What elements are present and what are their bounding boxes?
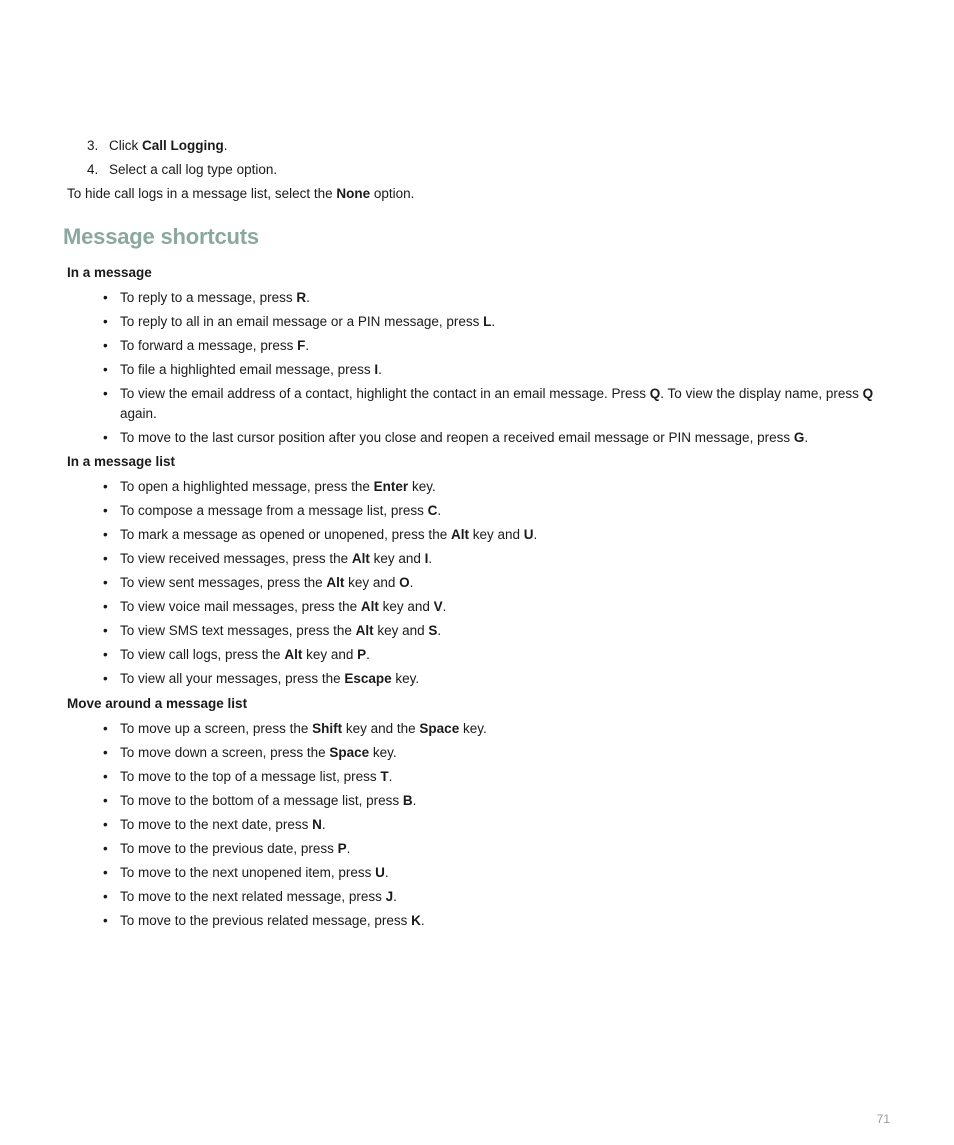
shortcut-key: I — [424, 551, 429, 566]
shortcut-key: B — [402, 793, 413, 808]
item-text: . — [491, 314, 496, 329]
item-text: key. — [459, 721, 487, 736]
list-item — [67, 384, 894, 424]
shortcut-key: P — [337, 841, 347, 856]
item-text: key and — [378, 599, 434, 614]
item-text: To move to the previous related message, press — [120, 913, 412, 928]
bullet-icon: • — [103, 338, 108, 353]
bullet-icon: • — [103, 913, 108, 928]
intro-bold-term: None — [336, 186, 371, 201]
item-text: To move to the next unopened item, press — [120, 865, 376, 880]
item-text: To move to the bottom of a message list, press — [120, 793, 403, 808]
item-text: To mark a message as opened or unopened, press the — [120, 527, 451, 542]
list-item — [67, 525, 894, 545]
bullet-icon: • — [103, 527, 108, 542]
list-item — [67, 501, 894, 521]
item-text: To reply to all in an email message or a PIN message, press — [120, 314, 484, 329]
step-bold-term: Call Logging — [142, 138, 224, 153]
section-heading: In a message — [67, 265, 152, 280]
list-item — [67, 743, 894, 763]
item-text: To file a highlighted email message, press — [120, 362, 375, 377]
list-item — [67, 839, 894, 859]
list-item — [67, 621, 894, 641]
item-text: To view all your messages, press the — [120, 671, 345, 686]
shortcut-key: Alt — [360, 599, 379, 614]
list-item — [67, 573, 894, 593]
shortcut-key: Alt — [450, 527, 469, 542]
item-text: To forward a message, press — [120, 338, 298, 353]
shortcut-list — [67, 719, 894, 931]
list-item — [67, 887, 894, 907]
item-text: key and — [369, 551, 425, 566]
item-text: To compose a message from a message list, press — [120, 503, 428, 518]
bullet-icon: • — [103, 671, 108, 686]
item-text: To move to the last cursor position after you close and reopen a received email message or PIN message, press — [120, 430, 794, 445]
bullet-icon: • — [103, 745, 108, 760]
bullet-icon: • — [103, 817, 108, 832]
item-text: key. — [391, 671, 420, 686]
item-text: To move to the next related message, press — [120, 889, 386, 904]
item-text: . — [428, 551, 433, 566]
shortcut-key: K — [411, 913, 421, 928]
shortcut-key: O — [399, 575, 410, 590]
item-text: key. — [408, 479, 436, 494]
item-text: . — [437, 623, 442, 638]
list-item — [67, 767, 894, 787]
item-text: . — [409, 575, 414, 590]
item-text: . — [442, 599, 447, 614]
step-item — [87, 161, 277, 185]
shortcut-key: Q — [862, 386, 874, 401]
list-item — [67, 669, 894, 689]
item-text: key and — [344, 575, 400, 590]
list-item — [67, 288, 894, 308]
item-text: To move to the top of a message list, press — [120, 769, 381, 784]
item-text: . — [420, 913, 425, 928]
list-item — [67, 312, 894, 332]
shortcut-key: Enter — [373, 479, 409, 494]
bullet-icon: • — [103, 647, 108, 662]
item-text: . — [378, 362, 382, 377]
item-text: . — [384, 865, 389, 880]
step-text-end: . — [223, 138, 228, 153]
shortcut-key: U — [523, 527, 534, 542]
shortcut-key: G — [793, 430, 805, 445]
item-text: To view received messages, press the — [120, 551, 352, 566]
item-text: To view SMS text messages, press the — [120, 623, 356, 638]
item-text: key. — [369, 745, 397, 760]
item-text: To view voice mail messages, press the — [120, 599, 361, 614]
item-text: key and — [302, 647, 358, 662]
item-text: . — [388, 769, 393, 784]
bullet-icon: • — [103, 769, 108, 784]
intro-text-end: option. — [370, 186, 415, 201]
item-text: . — [437, 503, 442, 518]
shortcut-key: F — [297, 338, 306, 353]
list-item — [67, 336, 894, 356]
section-heading: Move around a message list — [67, 696, 248, 711]
step-number: 3. — [87, 138, 99, 153]
section-heading: In a message list — [67, 454, 176, 469]
bullet-icon: • — [103, 362, 108, 377]
bullet-icon: • — [103, 889, 108, 904]
list-item — [67, 360, 894, 380]
section-move-around-a-message-list — [67, 695, 894, 935]
item-text: To move to the next date, press — [120, 817, 313, 832]
shortcut-key: S — [428, 623, 438, 638]
item-text: . — [305, 338, 310, 353]
step-list — [87, 137, 277, 185]
bullet-icon: • — [103, 865, 108, 880]
bullet-icon: • — [103, 793, 108, 808]
shortcut-key: P — [357, 647, 367, 662]
item-text: . — [393, 889, 397, 904]
shortcut-key: Q — [649, 386, 661, 401]
shortcut-key: Alt — [351, 551, 370, 566]
item-text: To move to the previous date, press — [120, 841, 338, 856]
shortcut-key: N — [312, 817, 322, 832]
shortcut-key: Alt — [355, 623, 374, 638]
list-item — [67, 791, 894, 811]
shortcut-key: Alt — [284, 647, 303, 662]
bullet-icon: • — [103, 599, 108, 614]
item-text: . — [533, 527, 538, 542]
step-text: Select a call log type option. — [109, 162, 278, 177]
list-item — [67, 428, 894, 448]
bullet-icon: • — [103, 314, 108, 329]
bullet-icon: • — [103, 479, 108, 494]
shortcut-key: U — [375, 865, 385, 880]
list-item — [67, 477, 894, 497]
shortcut-key: T — [380, 769, 389, 784]
item-text: . — [346, 841, 351, 856]
section-in-a-message-list — [67, 453, 894, 693]
shortcut-key: Shift — [312, 721, 343, 736]
item-text: . — [306, 290, 310, 305]
bullet-icon: • — [103, 575, 108, 590]
shortcut-key: Escape — [344, 671, 392, 686]
bullet-icon: • — [103, 503, 108, 518]
step-number: 4. — [87, 162, 99, 177]
list-item — [67, 645, 894, 665]
page-title: Message shortcuts — [63, 224, 259, 249]
shortcut-list — [67, 288, 894, 448]
item-text: . — [321, 817, 326, 832]
bullet-icon: • — [103, 290, 108, 305]
item-text: To move up a screen, press the — [120, 721, 313, 736]
shortcut-key: L — [483, 314, 492, 329]
item-text: To view call logs, press the — [120, 647, 285, 662]
item-text: key and — [373, 623, 429, 638]
list-item — [67, 863, 894, 883]
item-text: key and — [468, 527, 524, 542]
step-text: Click — [109, 138, 142, 153]
item-text: . — [366, 647, 370, 662]
shortcut-key: J — [385, 889, 394, 904]
step-item — [87, 137, 277, 161]
shortcut-key: C — [427, 503, 438, 518]
bullet-icon: • — [103, 551, 108, 566]
item-text: . — [804, 430, 809, 445]
bullet-icon: • — [103, 430, 108, 445]
item-text: key and the — [342, 721, 420, 736]
item-text: To open a highlighted message, press the — [120, 479, 374, 494]
bullet-icon: • — [103, 623, 108, 638]
shortcut-list — [67, 477, 894, 689]
item-text: . — [412, 793, 417, 808]
item-text: To view sent messages, press the — [120, 575, 327, 590]
shortcut-key: Space — [419, 721, 460, 736]
item-text: To reply to a message, press — [120, 290, 297, 305]
bullet-icon: • — [103, 721, 108, 736]
shortcut-key: Alt — [326, 575, 345, 590]
list-item — [67, 597, 894, 617]
bullet-icon: • — [103, 386, 108, 401]
bullet-icon: • — [103, 841, 108, 856]
shortcut-key: Space — [329, 745, 370, 760]
shortcut-key: V — [433, 599, 443, 614]
item-text: again. — [120, 406, 157, 421]
shortcut-key: R — [296, 290, 307, 305]
shortcut-key: I — [374, 362, 379, 377]
list-item — [67, 911, 894, 931]
list-item — [67, 815, 894, 835]
page-number: 71 — [876, 1112, 890, 1126]
intro-paragraph — [67, 185, 414, 203]
item-text: To move down a screen, press the — [120, 745, 330, 760]
item-text: . To view the display name, press — [660, 386, 863, 401]
intro-text: To hide call logs in a message list, select the — [67, 186, 337, 201]
list-item — [67, 719, 894, 739]
section-in-a-message — [67, 264, 894, 452]
list-item — [67, 549, 894, 569]
item-text: To view the email address of a contact, highlight the contact in an email message. Press — [120, 386, 650, 401]
